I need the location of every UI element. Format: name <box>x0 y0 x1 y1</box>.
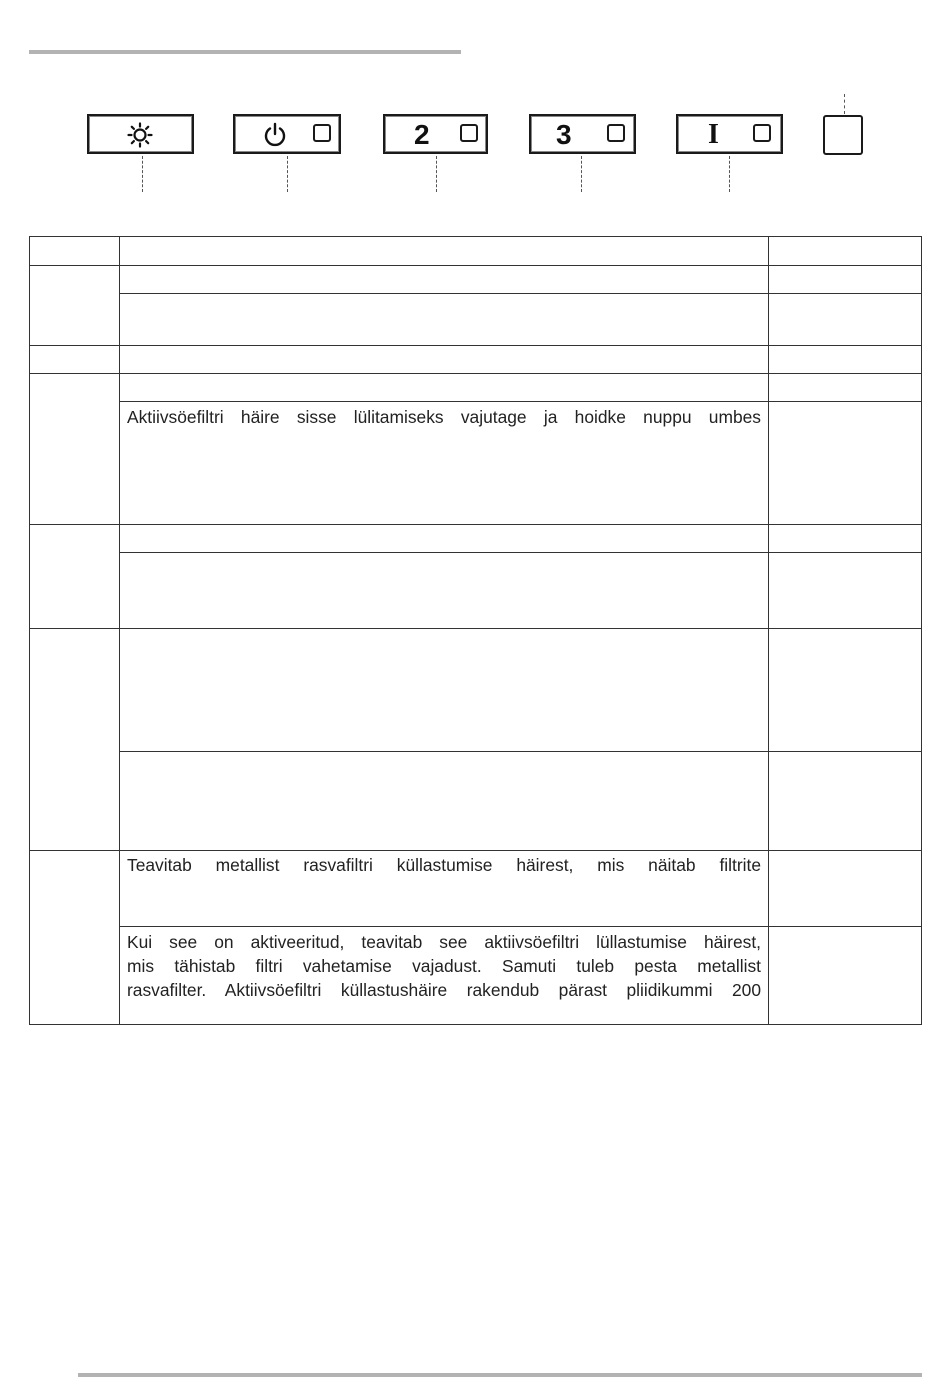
table-border <box>119 236 120 1025</box>
table-cell-text: Aktiivsöefiltri häire sisse lülitamiseks vajutage ja hoidke nuppu umbes <box>127 407 761 427</box>
table-cell-text-line: Kui see on aktiveeritud, teavitab see aktiivsöefiltri lüllastumise häirest, <box>127 932 761 952</box>
table-border <box>29 345 922 346</box>
leader-line <box>581 156 582 192</box>
table-border <box>119 552 922 553</box>
light-icon <box>127 122 153 148</box>
table-border <box>29 236 30 1025</box>
filter-indicator-led <box>823 115 863 155</box>
table-border <box>119 751 922 752</box>
power-button[interactable] <box>233 114 341 154</box>
table-border <box>119 401 922 402</box>
table-border <box>29 850 922 851</box>
power-icon <box>262 122 288 148</box>
power-led <box>313 124 331 142</box>
speed-2-led <box>460 124 478 142</box>
table-border <box>921 236 922 1025</box>
leader-line <box>436 156 437 192</box>
table-border <box>29 236 922 237</box>
leader-line <box>142 156 143 192</box>
speed-3-led <box>607 124 625 142</box>
leader-line <box>844 94 845 114</box>
table-border <box>29 373 922 374</box>
speed-2-label: 2 <box>414 119 430 150</box>
table-cell-text-line: mis tähistab filtri vahetamise vajadust. Samuti tuleb pesta metallist <box>127 956 761 976</box>
table-border <box>768 236 769 1025</box>
header-rule <box>29 50 461 54</box>
table-border <box>119 293 922 294</box>
speed-3-button[interactable] <box>529 114 636 154</box>
table-border <box>29 524 922 525</box>
table-border <box>29 628 922 629</box>
intensive-label: I <box>708 119 719 150</box>
table-cell-text-line: rasvafilter. Aktiivsöefiltri küllastushäire rakendub pärast pliidikummi 200 <box>127 980 761 1000</box>
speed-2-button[interactable] <box>383 114 488 154</box>
leader-line <box>287 156 288 192</box>
intensive-led <box>753 124 771 142</box>
light-button[interactable] <box>87 114 194 154</box>
table-border <box>119 926 922 927</box>
table-border <box>29 1024 922 1025</box>
footer-rule <box>78 1373 922 1377</box>
speed-3-label: 3 <box>556 119 572 150</box>
table-cell-text: Teavitab metallist rasvafiltri küllastumise häirest, mis näitab filtrite <box>127 855 761 875</box>
leader-line <box>729 156 730 192</box>
table-border <box>29 265 922 266</box>
intensive-button[interactable] <box>676 114 783 154</box>
